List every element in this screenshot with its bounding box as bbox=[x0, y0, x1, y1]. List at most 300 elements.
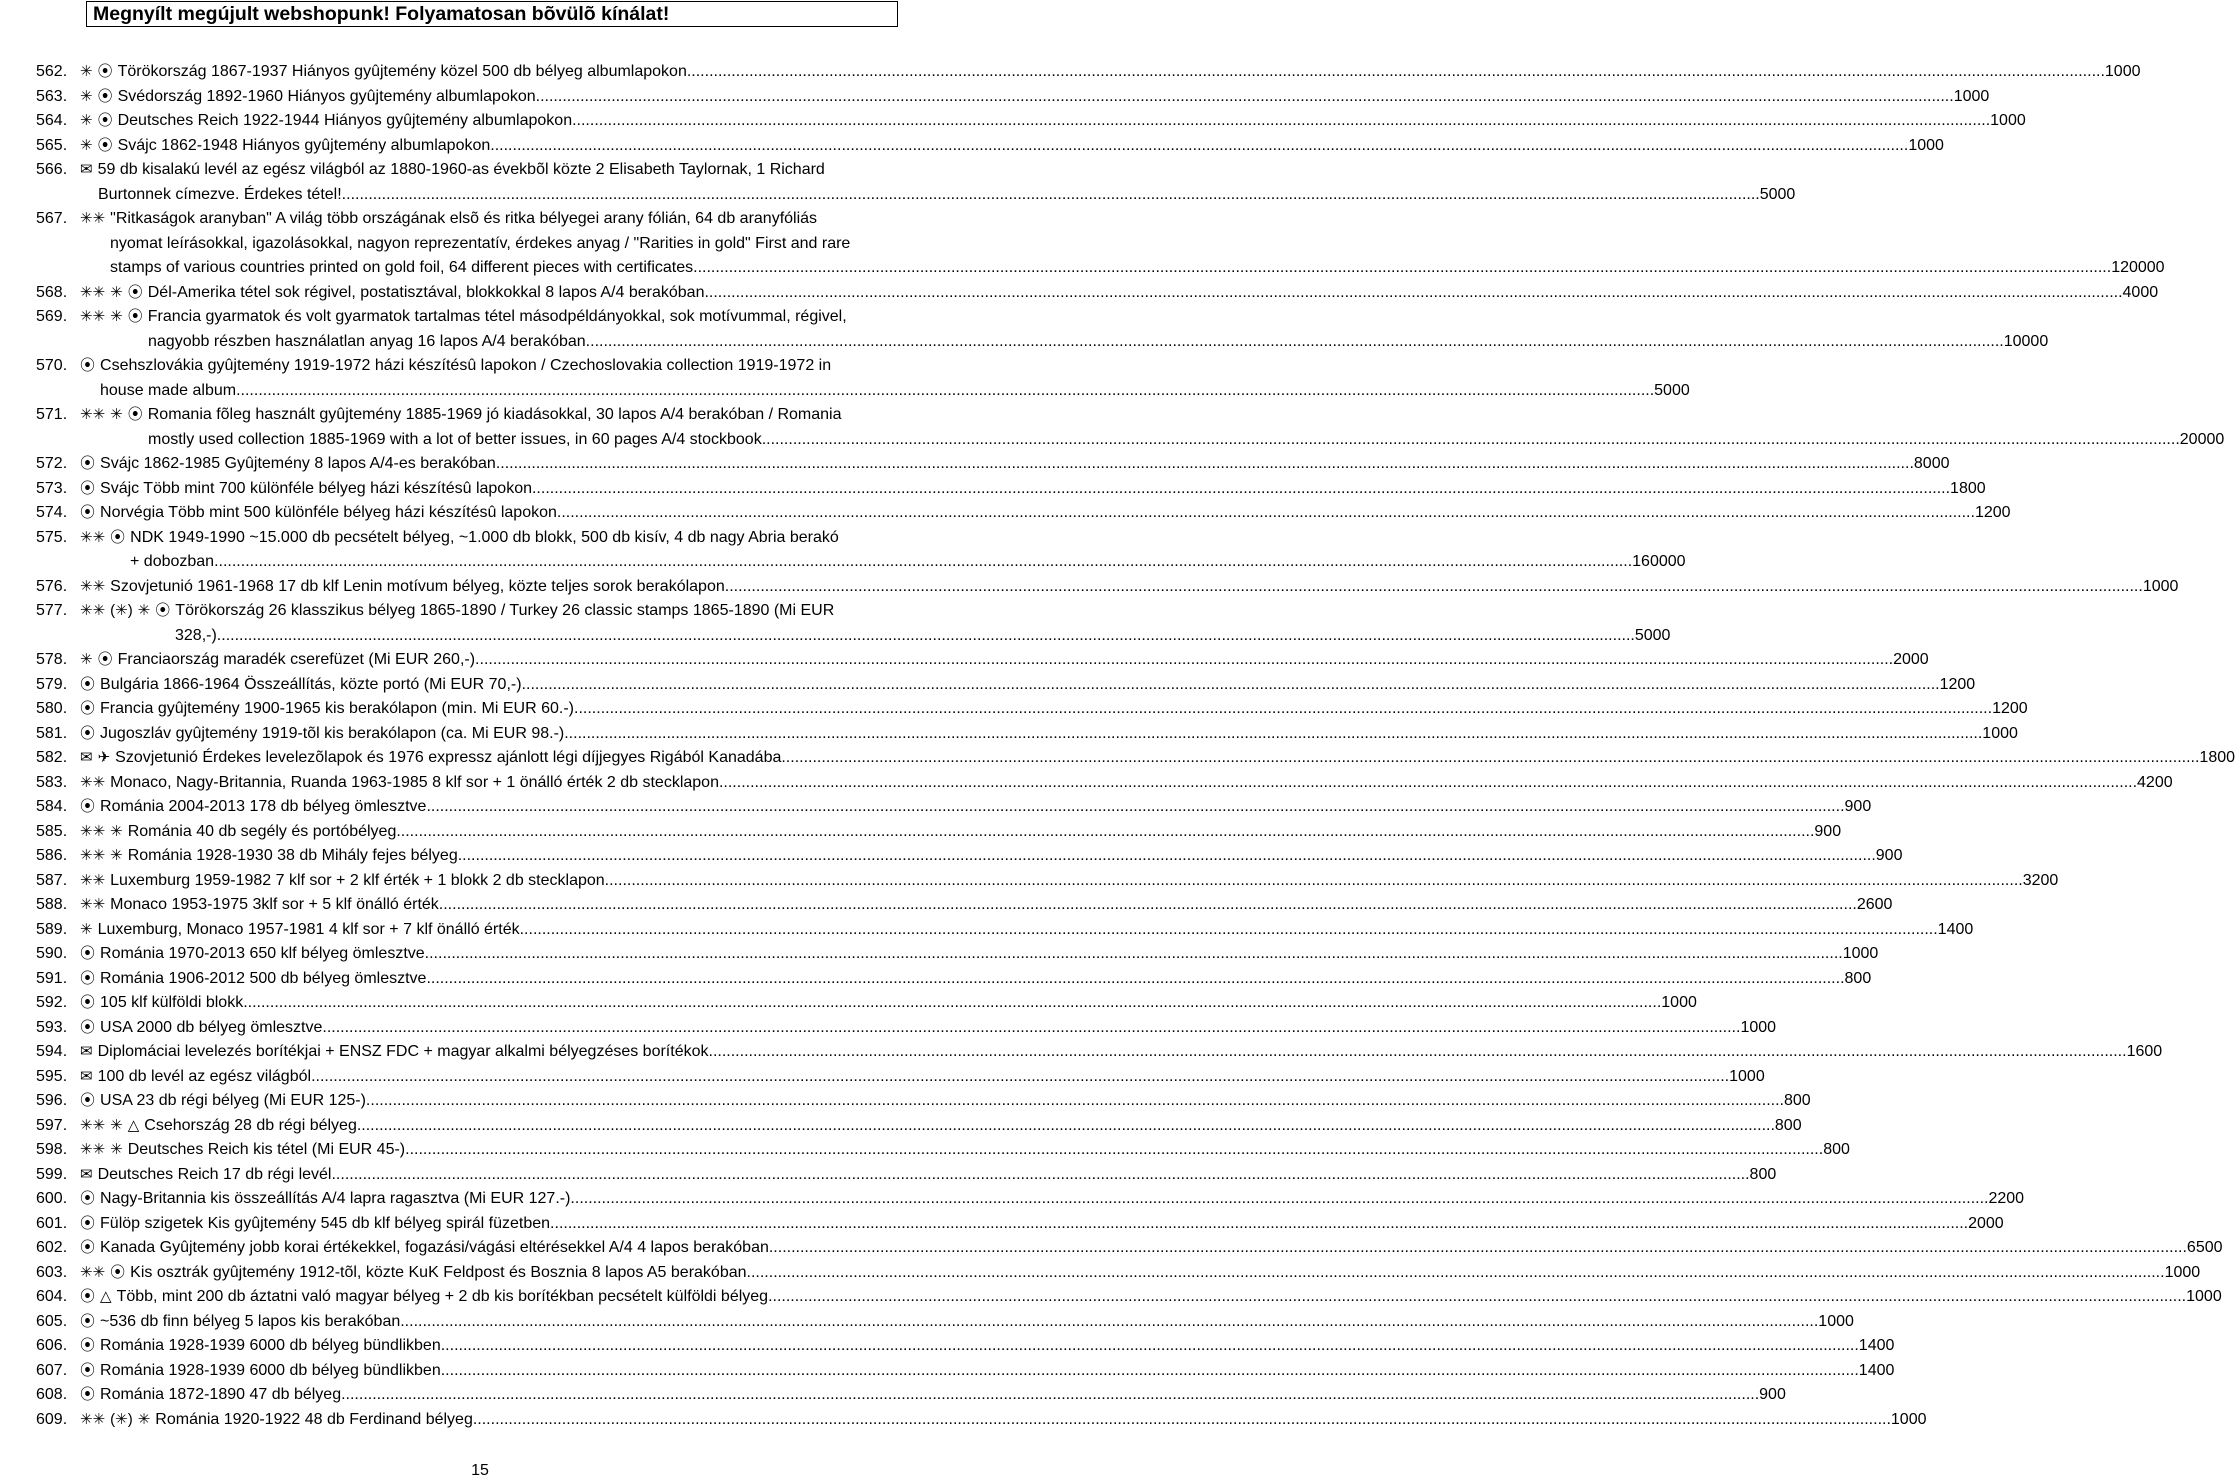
lot-price: 5000 bbox=[1654, 381, 1690, 399]
lot-description: mostly used collection 1885-1969 with a lot of better issues, in 60 pages A/4 stockbook bbox=[148, 430, 762, 448]
dot-leader bbox=[236, 379, 1654, 404]
postmark-circle-icon: ⦿ bbox=[80, 1190, 96, 1207]
lot-number: 606. bbox=[36, 1337, 68, 1354]
lot-number: 565. bbox=[36, 136, 68, 154]
lot-item bbox=[36, 109, 2026, 134]
lot-number: 604. bbox=[36, 1288, 68, 1305]
lot-number: 608. bbox=[36, 1386, 68, 1403]
lot-item bbox=[36, 795, 1872, 820]
lot-item bbox=[36, 820, 1842, 845]
lot-description: stamps of various countries printed on gold foil, 64 different pieces with certificates bbox=[110, 259, 694, 276]
dot-leader bbox=[496, 452, 1914, 477]
lot-description: Románia 1872-1890 47 db bélyeg bbox=[100, 1386, 342, 1403]
lot-price: 1200 bbox=[1992, 700, 2028, 717]
double-star-icon: ✳✳ bbox=[80, 1410, 106, 1428]
lot-description: Bulgária 1866-1964 Összeállítás, közte portó (Mi EUR 70,-) bbox=[100, 675, 522, 693]
lot-price: 1000 bbox=[1729, 1067, 1765, 1085]
lot-description: Romania fõleg használt gyûjtemény 1885-1969 jó kiadásokkal, 30 lapos A/4 berakóban / Romania bbox=[147, 406, 842, 423]
dot-leader bbox=[475, 648, 1893, 673]
envelope-icon: ✉ bbox=[80, 1043, 93, 1060]
lot-item bbox=[36, 1310, 1854, 1335]
lot-condition-icons bbox=[80, 1334, 100, 1359]
lot-number: 562. bbox=[36, 63, 68, 80]
dot-leader bbox=[536, 85, 1954, 110]
lot-condition-icons bbox=[80, 477, 100, 502]
dot-leader bbox=[441, 1359, 1859, 1384]
lot-price: 160000 bbox=[1632, 553, 1686, 570]
lot-description: Csehország 28 db régi bélyeg bbox=[144, 1116, 357, 1134]
postmark-circle-icon: ⦿ bbox=[80, 1386, 96, 1403]
single-star-icon: ✳ bbox=[137, 1410, 151, 1428]
lot-condition-icons bbox=[80, 1408, 155, 1433]
lot-condition-icons bbox=[80, 942, 100, 967]
lot-number: 605. bbox=[36, 1312, 68, 1330]
lot-description: Deutsches Reich 1922-1944 Hiányos gyûjtemény albumlapokon bbox=[117, 112, 573, 129]
lot-price: 1200 bbox=[1974, 504, 2011, 521]
lot-condition-icons bbox=[80, 844, 128, 869]
double-star-icon: ✳✳ bbox=[80, 1116, 106, 1134]
postmark-circle-icon: ⦿ bbox=[80, 945, 96, 962]
lot-condition-icons bbox=[80, 501, 100, 526]
lot-item bbox=[36, 967, 1872, 992]
lot-description: Svájc Több mint 700 különféle bélyeg házi készítésû lapokon bbox=[100, 479, 532, 497]
lot-price: 1200 bbox=[1939, 675, 1976, 693]
lot-item bbox=[36, 1138, 1850, 1163]
lot-item bbox=[36, 207, 2165, 281]
lot-description: Luxemburg, Monaco 1957-1981 4 klf sor + 7 klf önálló érték bbox=[97, 920, 520, 938]
lot-description: Románia 40 db segély és portóbélyeg bbox=[127, 822, 397, 840]
single-star-icon: ✳ bbox=[80, 136, 93, 154]
lot-price: 900 bbox=[1759, 1386, 1786, 1403]
lot-condition-icons bbox=[80, 869, 110, 894]
lot-number: 572. bbox=[36, 455, 68, 472]
single-star-icon: ✳ bbox=[80, 87, 93, 105]
dot-leader bbox=[687, 60, 2105, 85]
lot-item bbox=[36, 1261, 2201, 1286]
lot-price: 800 bbox=[1844, 969, 1872, 987]
lot-number: 569. bbox=[36, 308, 68, 325]
lot-condition-icons bbox=[80, 771, 110, 796]
lot-number: 582. bbox=[36, 749, 68, 766]
lot-price: 1000 bbox=[1990, 112, 2026, 129]
lot-description: Svájc 1862-1985 Gyûjtemény 8 lapos A/4-es berakóban bbox=[100, 455, 496, 472]
lot-number: 579. bbox=[36, 675, 68, 693]
lot-condition-icons bbox=[80, 648, 118, 673]
lot-condition-icons bbox=[80, 281, 148, 306]
lot-number: 576. bbox=[36, 577, 68, 595]
postmark-circle-icon: ⦿ bbox=[80, 1337, 96, 1354]
lot-description: + dobozban bbox=[130, 553, 215, 570]
double-star-icon: ✳✳ bbox=[80, 210, 106, 227]
dot-leader bbox=[331, 1163, 1749, 1188]
lot-description: Nagy-Britannia kis összeállítás A/4 lapra ragasztva (Mi EUR 127.-) bbox=[100, 1190, 571, 1207]
lot-description: Románia 1906-2012 500 db bélyeg ömlesztve bbox=[100, 969, 427, 987]
lot-item bbox=[36, 1334, 1895, 1359]
lot-number: 574. bbox=[36, 504, 68, 521]
lot-number: 581. bbox=[36, 724, 68, 742]
lot-number: 564. bbox=[36, 112, 68, 129]
postmark-circle-icon: ⦿ bbox=[155, 602, 171, 619]
lot-condition-icons bbox=[80, 526, 130, 551]
lot-price: 1400 bbox=[1937, 920, 1974, 938]
postmark-circle-icon: ⦿ bbox=[80, 1361, 96, 1379]
double-star-icon: ✳✳ bbox=[80, 773, 106, 791]
lot-item bbox=[36, 599, 1671, 648]
lot-item bbox=[36, 158, 1796, 207]
lot-description: Svájc 1862-1948 Hiányos gyûjtemény albumlapokon bbox=[117, 136, 491, 154]
lot-price: 6500 bbox=[2186, 1239, 2223, 1256]
lot-number: 590. bbox=[36, 945, 68, 962]
lot-number: 589. bbox=[36, 920, 68, 938]
lot-description: nyomat leírásokkal, igazolásokkal, nagyon reprezentatív, érdekes anyag / "Rarities in gold" First and rare bbox=[110, 234, 851, 252]
dot-leader bbox=[366, 1089, 1784, 1114]
postmark-circle-icon: ⦿ bbox=[97, 63, 113, 80]
lot-item bbox=[36, 60, 2141, 85]
dot-leader bbox=[768, 1285, 2186, 1310]
dot-leader bbox=[693, 256, 2111, 281]
double-star-icon: ✳✳ bbox=[80, 528, 106, 546]
single-star-icon: ✳ bbox=[110, 1141, 123, 1158]
lot-number: 575. bbox=[36, 528, 68, 546]
dot-leader bbox=[441, 1334, 1859, 1359]
postmark-circle-icon: ⦿ bbox=[80, 994, 96, 1011]
envelope-icon: ✉ bbox=[80, 749, 93, 766]
lot-condition-icons bbox=[80, 918, 98, 943]
lot-description: Románia 1920-1922 48 db Ferdinand bélyeg bbox=[155, 1410, 473, 1428]
lot-condition-icons bbox=[80, 1016, 100, 1041]
triangle-icon: △ bbox=[127, 1116, 140, 1134]
lot-price: 1000 bbox=[1661, 994, 1697, 1011]
lot-item bbox=[36, 1236, 2223, 1261]
dot-leader bbox=[704, 281, 2122, 306]
postmark-circle-icon: ⦿ bbox=[80, 455, 96, 472]
lot-price: 800 bbox=[1774, 1116, 1802, 1134]
lot-price: 2200 bbox=[1988, 1190, 2025, 1207]
lot-condition-icons bbox=[80, 820, 128, 845]
lot-description: 100 db levél az egész világból bbox=[97, 1067, 312, 1085]
dot-leader bbox=[719, 771, 2137, 796]
postmark-circle-icon: ⦿ bbox=[80, 724, 96, 742]
postmark-circle-icon: ⦿ bbox=[80, 969, 96, 987]
lot-description: Szovjetunió 1961-1968 17 db klf Lenin motívum bélyeg, közte teljes sorok berakólapon bbox=[110, 577, 725, 595]
lot-description: Francia gyûjtemény 1900-1965 kis berakólapon (min. Mi EUR 60.-) bbox=[100, 700, 575, 717]
double-star-icon: ✳✳ bbox=[80, 847, 106, 864]
lot-price: 1400 bbox=[1858, 1337, 1895, 1354]
lot-description: Burtonnek címezve. Érdekes tétel! bbox=[98, 185, 342, 203]
lot-price: 1000 bbox=[1908, 136, 1944, 154]
lot-price: 900 bbox=[1844, 798, 1872, 815]
lot-description: 59 db kisalakú levél az egész világból az 1880-1960-as évekbõl közte 2 Elisabeth Taylornak, 1 Richard bbox=[97, 161, 825, 178]
lot-condition-icons bbox=[80, 746, 115, 771]
triangle-icon: △ bbox=[100, 1288, 112, 1305]
lot-number: 600. bbox=[36, 1190, 68, 1207]
postmark-circle-icon: ⦿ bbox=[127, 283, 143, 301]
lot-condition-icons bbox=[80, 991, 100, 1016]
lot-condition-icons bbox=[80, 1359, 100, 1384]
lot-item bbox=[36, 134, 1944, 159]
double-star-icon: ✳✳ bbox=[80, 283, 106, 301]
dot-leader bbox=[709, 1040, 2127, 1065]
lot-number: 592. bbox=[36, 994, 68, 1011]
postmark-circle-icon: ⦿ bbox=[80, 479, 96, 497]
lot-condition-icons bbox=[80, 722, 100, 747]
dot-leader bbox=[762, 428, 2180, 453]
lot-condition-icons bbox=[80, 1187, 100, 1212]
lot-description: Törökország 1867-1937 Hiányos gyûjtemény közel 500 db bélyeg albumlapokon bbox=[117, 63, 687, 80]
lot-number: 587. bbox=[36, 871, 68, 889]
lot-number: 595. bbox=[36, 1067, 68, 1085]
lot-description: Norvégia Több mint 500 különféle bélyeg házi készítésû lapokon bbox=[100, 504, 557, 521]
postmark-circle-icon: ⦿ bbox=[97, 112, 113, 129]
postmark-circle-icon: ⦿ bbox=[110, 1263, 126, 1281]
double-star-icon: ✳✳ bbox=[80, 1141, 106, 1158]
lot-price: 1000 bbox=[1982, 724, 2018, 742]
lot-description: Monaco 1953-1975 3klf sor + 5 klf önálló érték bbox=[110, 896, 439, 913]
airplane-icon: ✈ bbox=[97, 749, 111, 766]
lot-price: 1800 bbox=[2199, 749, 2235, 766]
lot-condition-icons bbox=[80, 134, 118, 159]
postmark-circle-icon: ⦿ bbox=[80, 700, 96, 717]
lot-price: 3200 bbox=[2022, 871, 2059, 889]
dot-leader bbox=[426, 967, 1844, 992]
dot-leader bbox=[357, 1114, 1775, 1139]
lot-price: 120000 bbox=[2111, 259, 2165, 276]
lot-item bbox=[36, 1212, 2004, 1237]
lot-condition-icons bbox=[80, 893, 110, 918]
lot-item bbox=[36, 354, 1690, 403]
lot-description: Deutsches Reich 17 db régi levél bbox=[97, 1165, 332, 1183]
single-star-icon: ✳ bbox=[110, 283, 123, 301]
lot-item bbox=[36, 1285, 2222, 1310]
dot-leader bbox=[425, 942, 1843, 967]
postmark-circle-icon: ⦿ bbox=[80, 1092, 96, 1109]
lot-condition-icons bbox=[80, 1236, 100, 1261]
lot-condition-icons bbox=[80, 1089, 100, 1114]
single-star-icon: ✳ bbox=[137, 602, 151, 619]
lot-item bbox=[36, 1163, 1777, 1188]
lot-number: 607. bbox=[36, 1361, 68, 1379]
envelope-icon: ✉ bbox=[80, 1165, 93, 1183]
lot-item bbox=[36, 673, 1976, 698]
lot-price: 2000 bbox=[1893, 651, 1929, 668]
postmark-circle-icon: ⦿ bbox=[80, 1214, 96, 1232]
single-star-icon: ✳ bbox=[110, 308, 123, 325]
postmark-circle-icon: ⦿ bbox=[80, 1312, 96, 1330]
lot-condition-icons bbox=[80, 967, 100, 992]
lot-condition-icons bbox=[80, 697, 100, 722]
lot-price: 1000 bbox=[1818, 1312, 1854, 1330]
single-star-icon: ✳ bbox=[110, 847, 123, 864]
postmark-circle-icon: ⦿ bbox=[97, 136, 113, 154]
single-star-icon: ✳ bbox=[80, 651, 93, 668]
lot-description: Jugoszláv gyûjtemény 1919-tõl kis berakólapon (ca. Mi EUR 98.-) bbox=[100, 724, 565, 742]
lot-condition-icons bbox=[80, 1310, 100, 1335]
lot-condition-icons bbox=[80, 403, 148, 428]
double-star-icon: ✳✳ bbox=[80, 602, 106, 619]
lot-number: 593. bbox=[36, 1018, 68, 1036]
single-star-icon: ✳ bbox=[80, 112, 93, 129]
single-star-icon: ✳ bbox=[110, 1116, 123, 1134]
envelope-icon: ✉ bbox=[80, 1067, 93, 1085]
lot-condition-icons bbox=[80, 109, 118, 134]
lot-price: 1000 bbox=[1953, 87, 1990, 105]
dot-leader bbox=[458, 844, 1876, 869]
dot-leader bbox=[769, 1236, 2187, 1261]
double-star-icon: ✳✳ bbox=[80, 896, 106, 913]
dot-leader bbox=[217, 624, 1635, 649]
lot-number: 571. bbox=[36, 406, 68, 423]
postmark-circle-icon: ⦿ bbox=[80, 1288, 96, 1305]
lot-description: Románia 2004-2013 178 db bélyeg ömlesztve bbox=[100, 798, 427, 815]
lot-condition-icons bbox=[80, 1163, 98, 1188]
lot-condition-icons bbox=[80, 1040, 98, 1065]
lot-price: 5000 bbox=[1759, 185, 1796, 203]
star-in-parens-icon: (✳) bbox=[110, 1410, 133, 1428]
lot-item bbox=[36, 1408, 1927, 1433]
lot-description: nagyobb részben használatlan anyag 16 lapos A/4 berakóban bbox=[148, 332, 586, 350]
lot-description: Törökország 26 klasszikus bélyeg 1865-1890 / Turkey 26 classic stamps 1865-1890 (Mi EUR bbox=[175, 602, 835, 619]
lot-number: 566. bbox=[36, 161, 68, 178]
lot-price: 1000 bbox=[2142, 577, 2179, 595]
lot-number: 596. bbox=[36, 1092, 68, 1109]
dot-leader bbox=[473, 1408, 1891, 1433]
lot-number: 588. bbox=[36, 896, 68, 913]
lot-description: "Ritkaságok aranyban" A világ több országának elsõ és ritka bélyegei arany fólián, 64 db aranyfóliás bbox=[110, 210, 818, 227]
lot-condition-icons bbox=[80, 1285, 117, 1310]
lot-number: 609. bbox=[36, 1410, 68, 1428]
lot-price: 800 bbox=[1749, 1165, 1777, 1183]
lot-price: 800 bbox=[1783, 1092, 1811, 1109]
dot-leader bbox=[781, 746, 2199, 771]
lot-description: house made album bbox=[100, 381, 237, 399]
dot-leader bbox=[214, 550, 1632, 575]
postmark-circle-icon: ⦿ bbox=[127, 308, 143, 325]
dot-leader bbox=[426, 795, 1844, 820]
promo-banner: Megnyílt megújult webshopunk! Folyamatosan bõvülõ kínálat! bbox=[86, 1, 898, 27]
dot-leader bbox=[243, 991, 1661, 1016]
lot-number: 567. bbox=[36, 210, 68, 227]
lot-condition-icons bbox=[80, 1114, 144, 1139]
lot-condition-icons bbox=[80, 85, 118, 110]
dot-leader bbox=[522, 673, 1940, 698]
lot-item bbox=[36, 477, 1986, 502]
lot-description: 328,-) bbox=[175, 626, 217, 644]
dot-leader bbox=[557, 501, 1975, 526]
lot-description: Luxemburg 1959-1982 7 klf sor + 2 klf érték + 1 blokk 2 db stecklapon bbox=[110, 871, 605, 889]
dot-leader bbox=[564, 722, 1982, 747]
lot-item bbox=[36, 697, 2028, 722]
star-in-parens-icon: (✳) bbox=[110, 602, 133, 619]
double-star-icon: ✳✳ bbox=[80, 871, 106, 889]
lot-description: Dél-Amerika tétel sok régivel, postatisztával, blokkokkal 8 lapos A/4 berakóban bbox=[147, 283, 705, 301]
dot-leader bbox=[725, 575, 2143, 600]
lot-description: Kanada Gyûjtemény jobb korai értékekkel, fogazási/vágási eltérésekkel A/4 4 lapos berakóban bbox=[100, 1239, 769, 1256]
postmark-circle-icon: ⦿ bbox=[127, 406, 143, 423]
lot-item bbox=[36, 575, 2179, 600]
dot-leader bbox=[490, 134, 1908, 159]
lot-item bbox=[36, 1359, 1895, 1384]
dot-leader bbox=[572, 109, 1990, 134]
lot-number: 601. bbox=[36, 1214, 68, 1232]
lot-condition-icons bbox=[80, 207, 110, 232]
lot-description: Fülöp szigetek Kis gyûjtemény 545 db klf bélyeg spirál füzetben bbox=[100, 1214, 551, 1232]
lot-price: 1400 bbox=[1858, 1361, 1895, 1379]
dot-leader bbox=[405, 1138, 1823, 1163]
lot-description: Francia gyarmatok és volt gyarmatok tartalmas tétel másodpéldányokkal, sok motívummal, régivel, bbox=[147, 308, 847, 325]
lot-price: 1000 bbox=[1740, 1018, 1777, 1036]
dot-leader bbox=[550, 1212, 1968, 1237]
single-star-icon: ✳ bbox=[80, 63, 93, 80]
lot-description: Deutsches Reich kis tétel (Mi EUR 45-) bbox=[127, 1141, 406, 1158]
lot-item bbox=[36, 942, 1879, 967]
lot-item bbox=[36, 771, 2173, 796]
lot-price: 4200 bbox=[2137, 773, 2173, 791]
lot-price: 20000 bbox=[2179, 430, 2225, 448]
lot-description: Románia 1928-1930 38 db Mihály fejes bélyeg bbox=[127, 847, 458, 864]
lot-price: 5000 bbox=[1634, 626, 1671, 644]
lot-item bbox=[36, 501, 2011, 526]
dot-leader bbox=[574, 697, 1992, 722]
dot-leader bbox=[322, 1016, 1740, 1041]
dot-leader bbox=[342, 183, 1760, 208]
dot-leader bbox=[605, 869, 2023, 894]
lot-item bbox=[36, 526, 1686, 575]
postmark-circle-icon: ⦿ bbox=[80, 1239, 96, 1256]
dot-leader bbox=[532, 477, 1950, 502]
postmark-circle-icon: ⦿ bbox=[80, 1018, 96, 1036]
single-star-icon: ✳ bbox=[80, 920, 93, 938]
lot-number: 563. bbox=[36, 87, 68, 105]
dot-leader bbox=[586, 330, 2004, 355]
lot-price: 8000 bbox=[1913, 455, 1950, 472]
double-star-icon: ✳✳ bbox=[80, 577, 106, 595]
lot-description: Kis osztrák gyûjtemény 1912-tõl, közte KuK Feldpost és Bosznia 8 lapos A5 berakóban bbox=[130, 1263, 747, 1281]
lot-item bbox=[36, 648, 1929, 673]
lot-condition-icons bbox=[80, 1138, 128, 1163]
dot-leader bbox=[439, 893, 1857, 918]
lot-item bbox=[36, 746, 2235, 771]
lot-price: 800 bbox=[1823, 1141, 1850, 1158]
lot-item bbox=[36, 844, 1903, 869]
lot-number: 597. bbox=[36, 1116, 68, 1134]
lot-item bbox=[36, 1065, 1765, 1090]
lot-item bbox=[36, 918, 1974, 943]
lot-price: 4000 bbox=[2122, 283, 2159, 301]
lot-description: USA 2000 db bélyeg ömlesztve bbox=[100, 1018, 323, 1036]
lot-price: 1000 bbox=[1842, 945, 1879, 962]
lot-description: Románia 1928-1939 6000 db bélyeg bündlikben bbox=[100, 1337, 441, 1354]
dot-leader bbox=[396, 820, 1814, 845]
dot-leader bbox=[400, 1310, 1818, 1335]
lot-price: 1000 bbox=[2104, 63, 2141, 80]
lot-number: 594. bbox=[36, 1043, 68, 1060]
lot-price: 1000 bbox=[1890, 1410, 1927, 1428]
lot-condition-icons bbox=[80, 599, 175, 624]
lot-description: Szovjetunió Érdekes levelezõlapok és 1976 expressz ajánlott légi díjjegyes Rigából Kanadába bbox=[115, 749, 782, 766]
lot-price: 1000 bbox=[2186, 1288, 2222, 1305]
lot-condition-icons bbox=[80, 673, 100, 698]
postmark-circle-icon: ⦿ bbox=[97, 651, 113, 668]
lot-number: 580. bbox=[36, 700, 68, 717]
lot-condition-icons bbox=[80, 795, 100, 820]
lot-number: 586. bbox=[36, 847, 68, 864]
postmark-circle-icon: ⦿ bbox=[80, 798, 96, 815]
postmark-circle-icon: ⦿ bbox=[80, 675, 96, 693]
dot-leader bbox=[747, 1261, 2165, 1286]
lot-item bbox=[36, 1114, 1802, 1139]
lot-item bbox=[36, 991, 1697, 1016]
lot-condition-icons bbox=[80, 1383, 100, 1408]
